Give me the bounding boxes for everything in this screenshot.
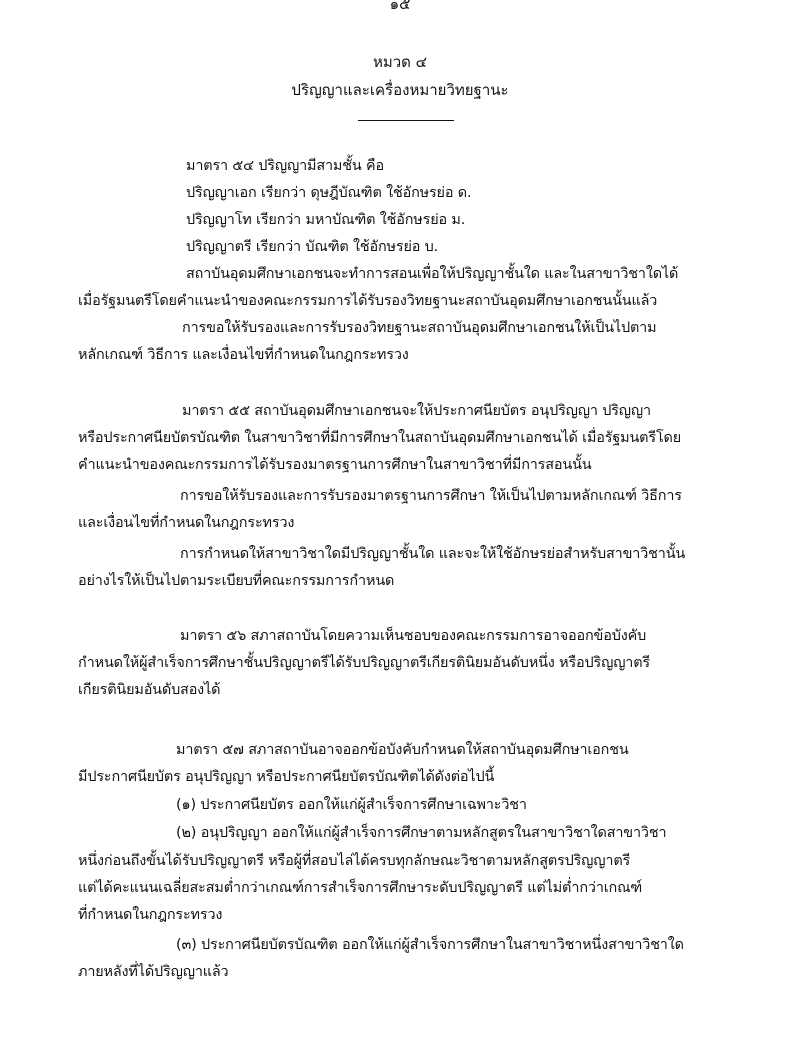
body-line: หลักเกณฑ์ วิธีการ และเงื่อนไขที่กำหนดในกฎกระทรวง: [78, 347, 409, 363]
body-line: มีประกาศนียบัตร อนุปริญญา หรือประกาศนียบัตรบัณฑิตได้ดังต่อไปนี้: [78, 769, 495, 785]
chapter-heading: หมวด ๔: [372, 53, 428, 71]
body-line: หนึ่งก่อนถึงขั้นได้รับปริญญาตรี หรือผู้ที่สอบไล่ได้ครบทุกลักษณะวิชาตามหลักสูตรปริญญาตรี: [78, 853, 631, 869]
body-line: การกำหนดให้สาขาวิชาใดมีปริญญาชั้นใด และจะให้ใช้อักษรย่อสำหรับสาขาวิชานั้น: [180, 546, 686, 562]
body-line: สถาบันอุดมศึกษาเอกชนจะทำการสอนเพื่อให้ปริญญาชั้นใด และในสาขาวิชาใดได้: [186, 266, 679, 282]
chapter-title: ปริญญาและเครื่องหมายวิทยฐานะ: [291, 81, 509, 99]
degree-bachelor-line: ปริญญาตรี เรียกว่า บัณฑิต ใช้อักษรย่อ บ.: [186, 239, 439, 255]
degree-doctor-line: ปริญญาเอก เรียกว่า ดุษฎีบัณฑิต ใช้อักษรย่อ ด.: [186, 185, 472, 201]
body-line: การขอให้รับรองและการรับรองวิทยฐานะสถาบันอุดมศึกษาเอกชนให้เป็นไปตาม: [182, 320, 657, 336]
body-line: ที่กำหนดในกฎกระทรวง: [78, 907, 223, 923]
body-line: กำหนดให้ผู้สำเร็จการศึกษาชั้นปริญญาตรีได้รับปริญญาตรีเกียรตินิยมอันดับหนึ่ง หรือปริญญาตรี: [78, 655, 651, 671]
body-line: ภายหลังที่ได้ปริญญาแล้ว: [78, 964, 229, 980]
body-line: เกียรตินิยมอันดับสองได้: [78, 682, 221, 698]
body-line: หรือประกาศนียบัตรบัณฑิต ในสาขาวิชาที่มีการศึกษาในสถาบันอุดมศึกษาเอกชนได้ เมื่อรัฐมนตรีโดย: [78, 430, 682, 446]
degree-master-line: ปริญญาโท เรียกว่า มหาบัณฑิต ใช้อักษรย่อ ม.: [186, 212, 466, 228]
section-54-heading-line: มาตรา ๕๔ ปริญญามีสามชั้น คือ: [186, 158, 384, 174]
item-2-line: (๒) อนุปริญญา ออกให้แก่ผู้สำเร็จการศึกษาตามหลักสูตรในสาขาวิชาใดสาขาวิชา: [176, 825, 667, 841]
body-line: อย่างไรให้เป็นไปตามระเบียบที่คณะกรรมการกำหนด: [78, 573, 395, 589]
body-line: แต่ได้คะแนนเฉลี่ยสะสมต่ำกว่าเกณฑ์การสำเร็จการศึกษาระดับปริญญาตรี แต่ไม่ต่ำกว่าเกณฑ์: [78, 880, 643, 896]
page-number: ๑๕: [389, 0, 411, 13]
section-57-heading-line: มาตรา ๕๗ สภาสถาบันอาจออกข้อบังคับกำหนดให้สถาบันอุดมศึกษาเอกชน: [176, 742, 629, 758]
item-1-line: (๑) ประกาศนียบัตร ออกให้แก่ผู้สำเร็จการศึกษาเฉพาะวิชา: [176, 797, 527, 813]
section-55-heading-line: มาตรา ๕๕ สถาบันอุดมศึกษาเอกชนจะให้ประกาศนียบัตร อนุปริญญา ปริญญา: [182, 403, 651, 419]
body-line: คำแนะนำของคณะกรรมการได้รับรองมาตรฐานการศึกษาในสาขาวิชาที่มีการสอนนั้น: [78, 457, 592, 473]
body-line: การขอให้รับรองและการรับรองมาตรฐานการศึกษา ให้เป็นไปตามหลักเกณฑ์ วิธีการ: [180, 488, 682, 504]
title-underline: [358, 120, 454, 121]
section-56-heading-line: มาตรา ๕๖ สภาสถาบันโดยความเห็นชอบของคณะกรรมการอาจออกข้อบังคับ: [180, 628, 647, 644]
item-3-line: (๓) ประกาศนียบัตรบัณฑิต ออกให้แก่ผู้สำเร็จการศึกษาในสาขาวิชาหนึ่งสาขาวิชาใด: [176, 937, 684, 953]
body-line: เมื่อรัฐมนตรีโดยคำแนะนำของคณะกรรมการได้รับรองวิทยฐานะสถาบันอุดมศึกษาเอกชนนั้นแล้ว: [78, 293, 658, 309]
body-line: และเงื่อนไขที่กำหนดในกฎกระทรวง: [78, 515, 295, 531]
